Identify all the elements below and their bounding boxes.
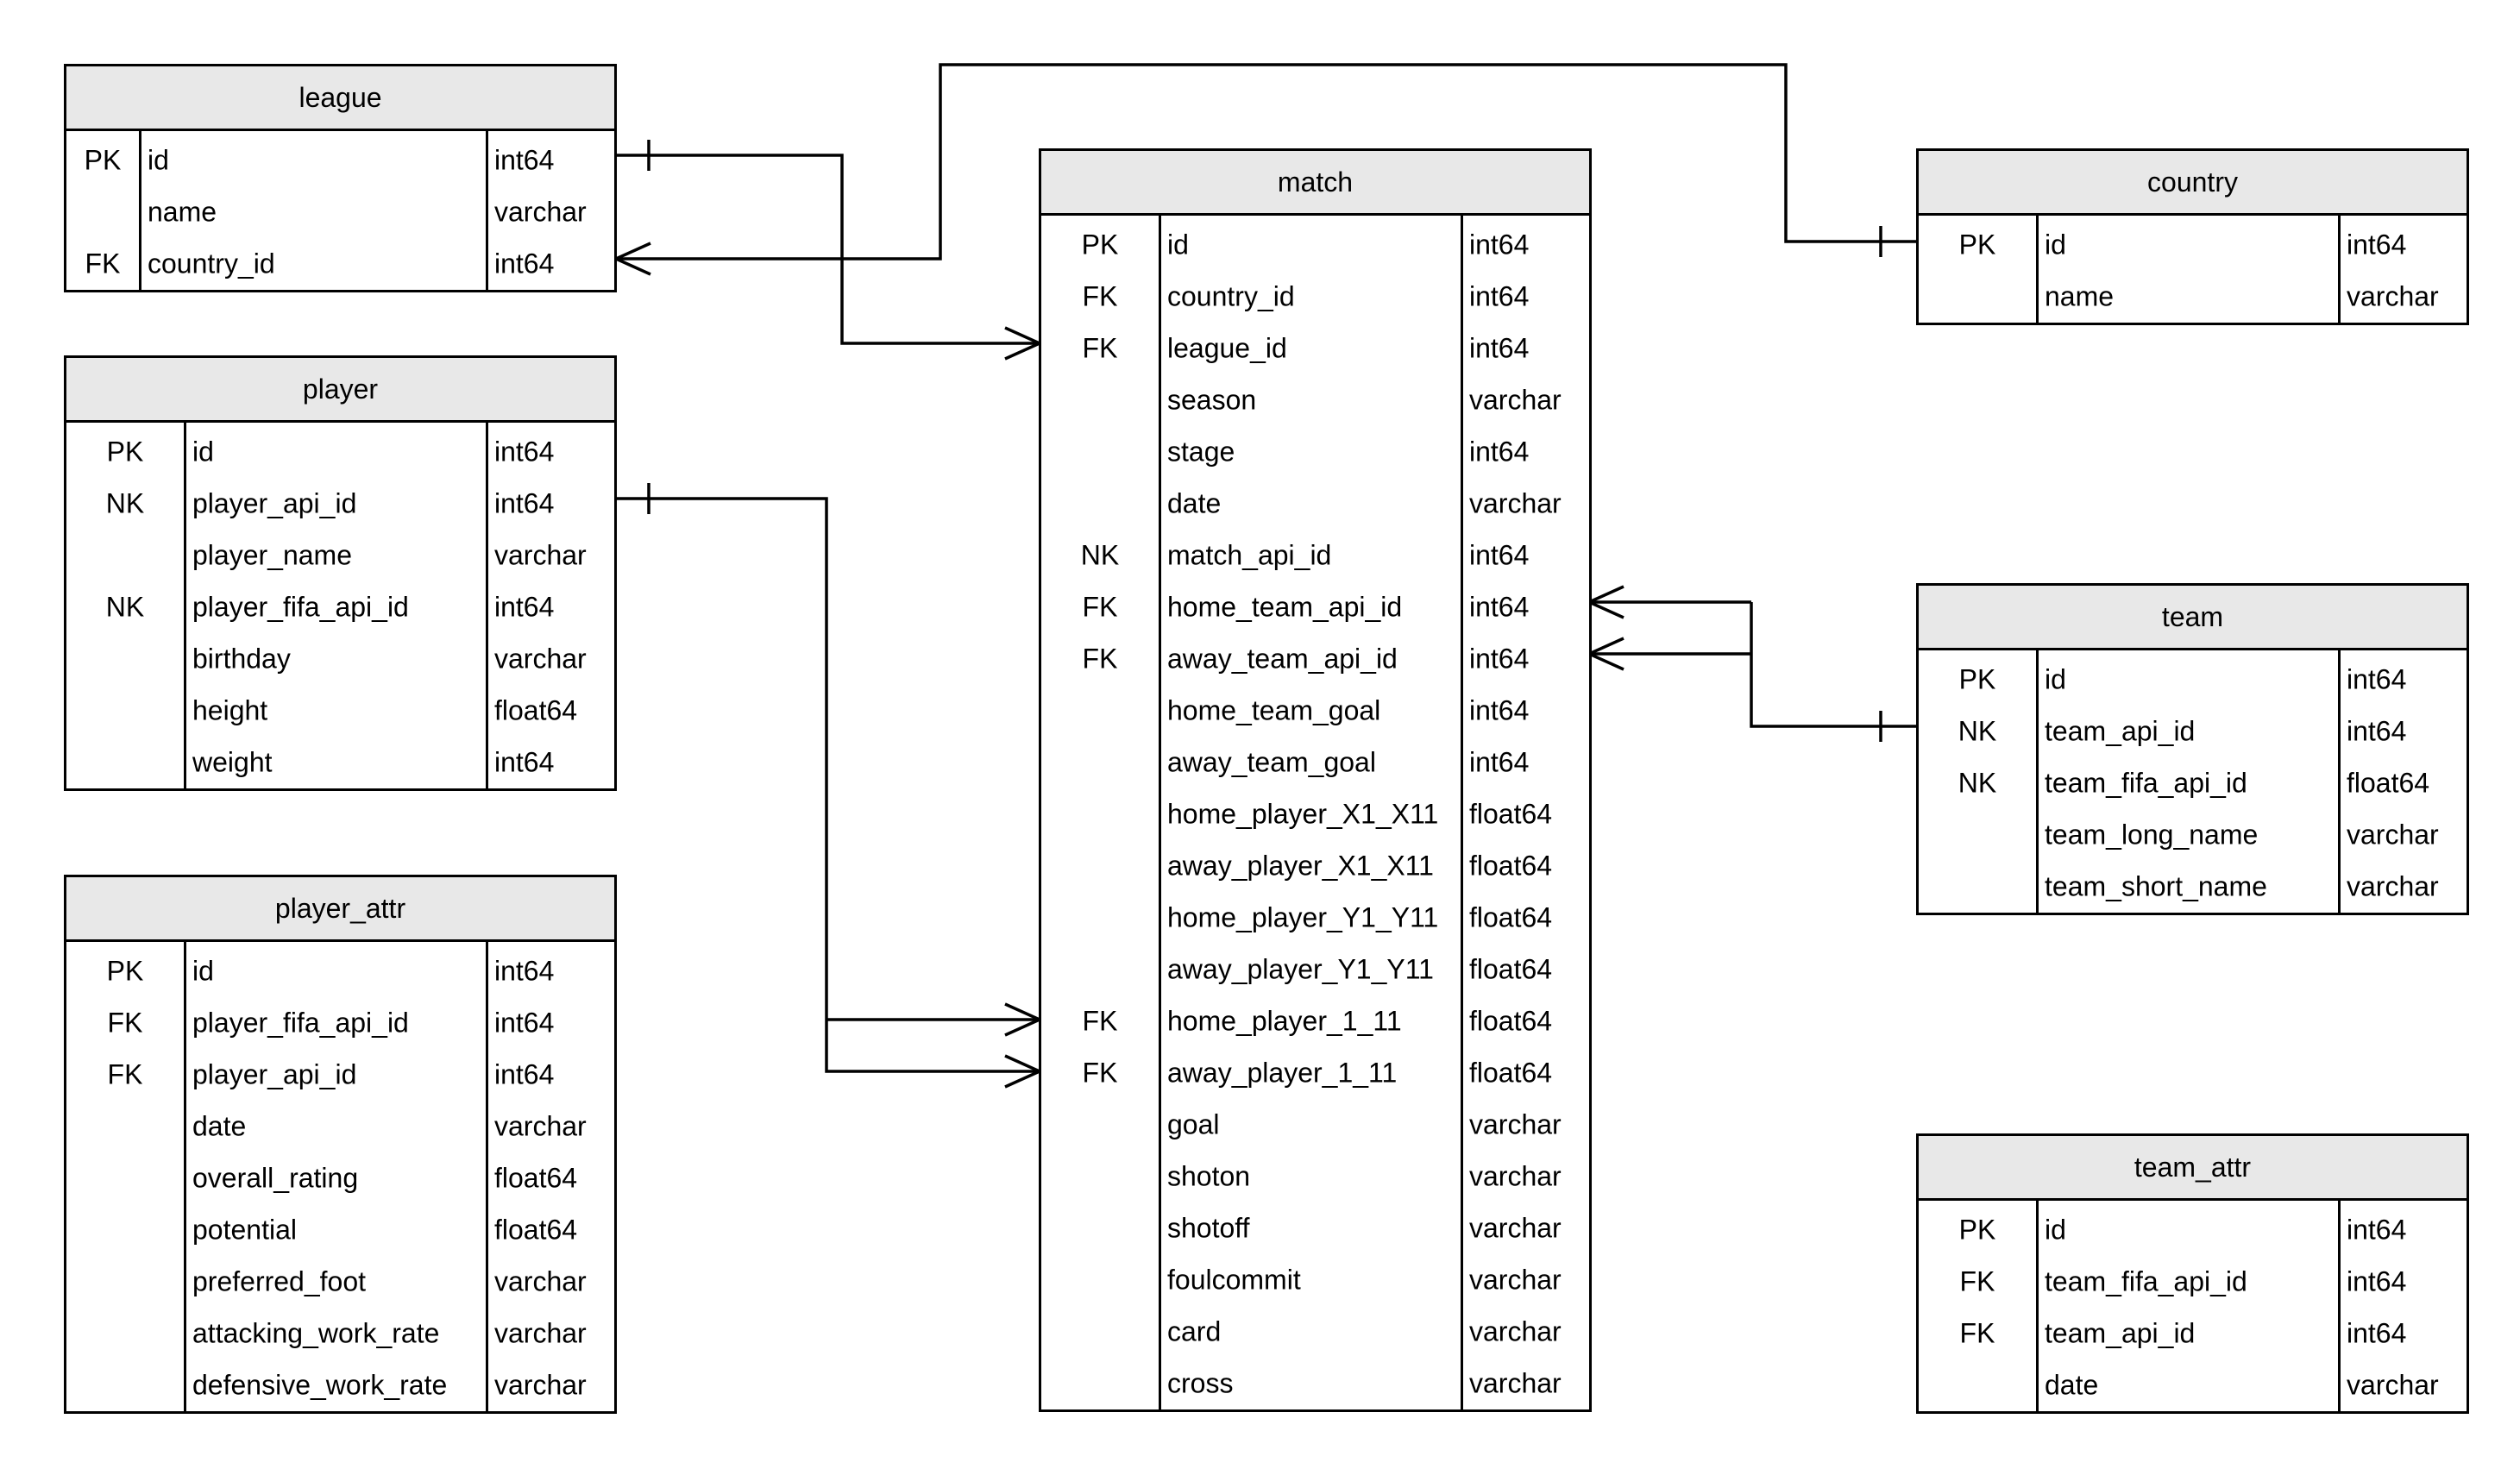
field-row bbox=[66, 945, 614, 997]
field-type: int64 bbox=[494, 487, 555, 519]
field-row bbox=[66, 633, 614, 685]
field-name: name bbox=[148, 196, 217, 228]
field-type: varchar bbox=[1469, 487, 1562, 519]
key-badge: FK bbox=[1959, 1317, 1995, 1349]
field-type: int64 bbox=[494, 1058, 555, 1090]
field-name: home_team_api_id bbox=[1167, 591, 1403, 623]
field-name: name bbox=[2045, 280, 2115, 312]
field-type: float64 bbox=[2347, 767, 2430, 799]
field-name: shoton bbox=[1167, 1160, 1251, 1192]
field-name: league_id bbox=[1167, 332, 1287, 364]
field-row bbox=[66, 135, 614, 186]
entity-body bbox=[66, 131, 614, 290]
field-row bbox=[1041, 788, 1589, 840]
entity-body bbox=[1919, 1201, 2467, 1411]
field-name: id bbox=[148, 144, 169, 176]
field-name: away_player_1_11 bbox=[1167, 1057, 1398, 1089]
field-name: foulcommit bbox=[1167, 1264, 1301, 1296]
field-name: player_api_id bbox=[192, 1058, 357, 1090]
field-row bbox=[1919, 219, 2467, 271]
field-name: id bbox=[192, 436, 214, 468]
field-type: int64 bbox=[1469, 436, 1530, 468]
field-type: varchar bbox=[494, 1369, 587, 1401]
field-row bbox=[66, 1152, 614, 1204]
field-type: float64 bbox=[494, 1214, 578, 1246]
field-row bbox=[1041, 944, 1589, 995]
field-name: potential bbox=[192, 1214, 297, 1246]
field-type: varchar bbox=[1469, 1264, 1562, 1296]
relationship-player-match bbox=[616, 483, 1040, 1087]
field-type: varchar bbox=[494, 1110, 587, 1142]
field-row bbox=[1041, 1358, 1589, 1409]
field-name: away_team_api_id bbox=[1167, 643, 1398, 675]
key-badge: FK bbox=[107, 1007, 143, 1039]
field-row bbox=[1919, 271, 2467, 323]
field-type: int64 bbox=[494, 248, 555, 279]
field-type: int64 bbox=[2347, 1214, 2407, 1246]
entity-player bbox=[64, 355, 617, 791]
field-name: weight bbox=[192, 746, 273, 778]
field-type: int64 bbox=[2347, 1265, 2407, 1297]
field-name: country_id bbox=[148, 248, 275, 279]
field-type: int64 bbox=[1469, 643, 1530, 675]
field-type: int64 bbox=[494, 1007, 555, 1039]
field-name: home_player_1_11 bbox=[1167, 1005, 1402, 1037]
field-name: team_api_id bbox=[2045, 1317, 2196, 1349]
field-row bbox=[1041, 633, 1589, 685]
key-badge: PK bbox=[106, 955, 144, 987]
field-name: home_player_X1_X11 bbox=[1167, 798, 1439, 830]
field-type: varchar bbox=[2347, 870, 2439, 902]
field-name: home_player_Y1_Y11 bbox=[1167, 901, 1439, 933]
field-row bbox=[1041, 581, 1589, 633]
field-name: away_player_Y1_Y11 bbox=[1167, 953, 1434, 985]
field-name: date bbox=[192, 1110, 247, 1142]
key-badge: PK bbox=[1958, 229, 1996, 261]
field-name: preferred_foot bbox=[192, 1265, 367, 1297]
key-badge: FK bbox=[1082, 1005, 1118, 1037]
field-row bbox=[66, 737, 614, 788]
field-type: int64 bbox=[2347, 229, 2407, 261]
field-row bbox=[66, 1049, 614, 1101]
field-type: int64 bbox=[1469, 332, 1530, 364]
field-type: varchar bbox=[494, 643, 587, 675]
field-name: team_fifa_api_id bbox=[2045, 767, 2247, 799]
field-name: team_api_id bbox=[2045, 715, 2196, 747]
field-row bbox=[66, 426, 614, 478]
field-type: varchar bbox=[1469, 1367, 1562, 1399]
field-type: varchar bbox=[494, 1265, 587, 1297]
key-badge: FK bbox=[1082, 332, 1118, 364]
field-name: id bbox=[1167, 229, 1189, 261]
field-row bbox=[1041, 1151, 1589, 1202]
field-type: int64 bbox=[1469, 229, 1530, 261]
entity-body bbox=[1041, 216, 1589, 1409]
field-row bbox=[1041, 1099, 1589, 1151]
field-type: int64 bbox=[494, 144, 555, 176]
field-type: int64 bbox=[494, 436, 555, 468]
field-type: int64 bbox=[1469, 694, 1530, 726]
field-type: varchar bbox=[1469, 1160, 1562, 1192]
key-badge: NK bbox=[1958, 715, 1997, 747]
relationship-match-team bbox=[1589, 587, 1917, 742]
field-name: team_long_name bbox=[2045, 819, 2259, 851]
entity-title: country bbox=[1919, 151, 2467, 216]
entity-league bbox=[64, 64, 617, 292]
field-type: int64 bbox=[494, 955, 555, 987]
field-type: float64 bbox=[1469, 1057, 1553, 1089]
field-name: team_fifa_api_id bbox=[2045, 1265, 2247, 1297]
field-name: player_api_id bbox=[192, 487, 357, 519]
key-badge: PK bbox=[84, 144, 122, 176]
field-name: card bbox=[1167, 1315, 1222, 1347]
field-name: goal bbox=[1167, 1108, 1220, 1140]
field-name: date bbox=[2045, 1369, 2099, 1401]
field-type: float64 bbox=[1469, 953, 1553, 985]
entity-country bbox=[1916, 148, 2469, 325]
field-name: home_team_goal bbox=[1167, 694, 1381, 726]
field-type: varchar bbox=[1469, 384, 1562, 416]
field-row bbox=[1041, 374, 1589, 426]
field-row bbox=[1041, 892, 1589, 944]
field-type: varchar bbox=[1469, 1212, 1562, 1244]
field-row bbox=[66, 1101, 614, 1152]
field-name: player_name bbox=[192, 539, 352, 571]
entity-body bbox=[1919, 216, 2467, 323]
field-row bbox=[66, 581, 614, 633]
entity-title: team_attr bbox=[1919, 1136, 2467, 1201]
key-badge: FK bbox=[1082, 280, 1118, 312]
field-name: overall_rating bbox=[192, 1162, 359, 1194]
field-row bbox=[1041, 1254, 1589, 1306]
field-row bbox=[1041, 840, 1589, 892]
field-name: away_team_goal bbox=[1167, 746, 1376, 778]
field-type: int64 bbox=[1469, 746, 1530, 778]
entity-match bbox=[1039, 148, 1592, 1412]
field-type: float64 bbox=[1469, 901, 1553, 933]
field-type: float64 bbox=[1469, 798, 1553, 830]
field-name: id bbox=[2045, 1214, 2066, 1246]
key-badge: FK bbox=[85, 248, 121, 279]
field-type: float64 bbox=[1469, 1005, 1553, 1037]
field-name: birthday bbox=[192, 643, 291, 675]
field-row bbox=[66, 997, 614, 1049]
field-type: varchar bbox=[494, 196, 587, 228]
field-name: shotoff bbox=[1167, 1212, 1250, 1244]
field-row bbox=[66, 186, 614, 238]
field-type: varchar bbox=[1469, 1108, 1562, 1140]
key-badge: PK bbox=[1958, 663, 1996, 695]
entity-player-attr bbox=[64, 875, 617, 1414]
field-row bbox=[1041, 530, 1589, 581]
field-name: country_id bbox=[1167, 280, 1295, 312]
entity-body bbox=[66, 423, 614, 788]
entity-body bbox=[66, 942, 614, 1411]
field-type: varchar bbox=[2347, 1369, 2439, 1401]
field-row bbox=[1919, 757, 2467, 809]
field-row bbox=[1041, 1047, 1589, 1099]
field-row bbox=[1919, 1256, 2467, 1308]
field-name: player_fifa_api_id bbox=[192, 591, 409, 623]
field-row bbox=[66, 1256, 614, 1308]
field-type: varchar bbox=[494, 1317, 587, 1349]
field-type: varchar bbox=[494, 539, 587, 571]
field-name: season bbox=[1167, 384, 1257, 416]
field-row bbox=[1041, 323, 1589, 374]
entity-title: team bbox=[1919, 586, 2467, 650]
field-name: stage bbox=[1167, 436, 1235, 468]
field-type: int64 bbox=[2347, 663, 2407, 695]
field-name: id bbox=[2045, 229, 2066, 261]
field-name: height bbox=[192, 694, 268, 726]
field-row bbox=[66, 1308, 614, 1359]
field-type: varchar bbox=[1469, 1315, 1562, 1347]
field-row bbox=[1041, 737, 1589, 788]
field-row bbox=[1041, 219, 1589, 271]
key-badge: NK bbox=[1080, 539, 1120, 571]
field-type: int64 bbox=[2347, 715, 2407, 747]
field-row bbox=[66, 478, 614, 530]
field-row bbox=[66, 1204, 614, 1256]
field-type: int64 bbox=[494, 746, 555, 778]
entity-team-attr bbox=[1916, 1133, 2469, 1414]
field-name: defensive_work_rate bbox=[192, 1369, 448, 1401]
field-row bbox=[1041, 1202, 1589, 1254]
field-type: float64 bbox=[494, 694, 578, 726]
entity-title: player_attr bbox=[66, 877, 614, 942]
field-row bbox=[66, 1359, 614, 1411]
key-badge: FK bbox=[1082, 643, 1118, 675]
key-badge: FK bbox=[1082, 1057, 1118, 1089]
field-type: int64 bbox=[1469, 539, 1530, 571]
field-type: int64 bbox=[494, 591, 555, 623]
key-badge: NK bbox=[105, 591, 145, 623]
field-row bbox=[1919, 809, 2467, 861]
entity-team bbox=[1916, 583, 2469, 915]
key-badge: NK bbox=[105, 487, 145, 519]
field-row bbox=[1919, 654, 2467, 706]
field-name: team_short_name bbox=[2045, 870, 2267, 902]
field-name: player_fifa_api_id bbox=[192, 1007, 409, 1039]
field-row bbox=[1919, 1204, 2467, 1256]
field-row bbox=[1041, 271, 1589, 323]
field-row bbox=[1041, 478, 1589, 530]
field-type: int64 bbox=[1469, 591, 1530, 623]
field-name: id bbox=[2045, 663, 2066, 695]
field-row bbox=[1919, 1308, 2467, 1359]
key-badge: PK bbox=[1081, 229, 1119, 261]
field-row bbox=[1041, 426, 1589, 478]
field-row bbox=[1919, 861, 2467, 913]
field-row bbox=[66, 530, 614, 581]
field-row bbox=[1919, 1359, 2467, 1411]
entity-body bbox=[1919, 650, 2467, 913]
field-type: varchar bbox=[2347, 280, 2439, 312]
field-type: float64 bbox=[494, 1162, 578, 1194]
field-name: id bbox=[192, 955, 214, 987]
field-type: int64 bbox=[2347, 1317, 2407, 1349]
field-type: int64 bbox=[1469, 280, 1530, 312]
key-badge: FK bbox=[1082, 591, 1118, 623]
relationship-league-match bbox=[616, 140, 1040, 359]
field-row bbox=[66, 685, 614, 737]
field-row bbox=[1041, 995, 1589, 1047]
field-name: date bbox=[1167, 487, 1222, 519]
key-badge: PK bbox=[106, 436, 144, 468]
field-name: cross bbox=[1167, 1367, 1234, 1399]
key-badge: FK bbox=[107, 1058, 143, 1090]
field-name: match_api_id bbox=[1167, 539, 1332, 571]
key-badge: PK bbox=[1958, 1214, 1996, 1246]
field-name: attacking_work_rate bbox=[192, 1317, 440, 1349]
field-row bbox=[66, 238, 614, 290]
field-name: away_player_X1_X11 bbox=[1167, 850, 1434, 882]
entity-title: league bbox=[66, 66, 614, 131]
key-badge: FK bbox=[1959, 1265, 1995, 1297]
field-row bbox=[1919, 706, 2467, 757]
entity-title: player bbox=[66, 358, 614, 423]
key-badge: NK bbox=[1958, 767, 1997, 799]
entity-title: match bbox=[1041, 151, 1589, 216]
field-type: varchar bbox=[2347, 819, 2439, 851]
field-type: float64 bbox=[1469, 850, 1553, 882]
field-row bbox=[1041, 1306, 1589, 1358]
field-row bbox=[1041, 685, 1589, 737]
